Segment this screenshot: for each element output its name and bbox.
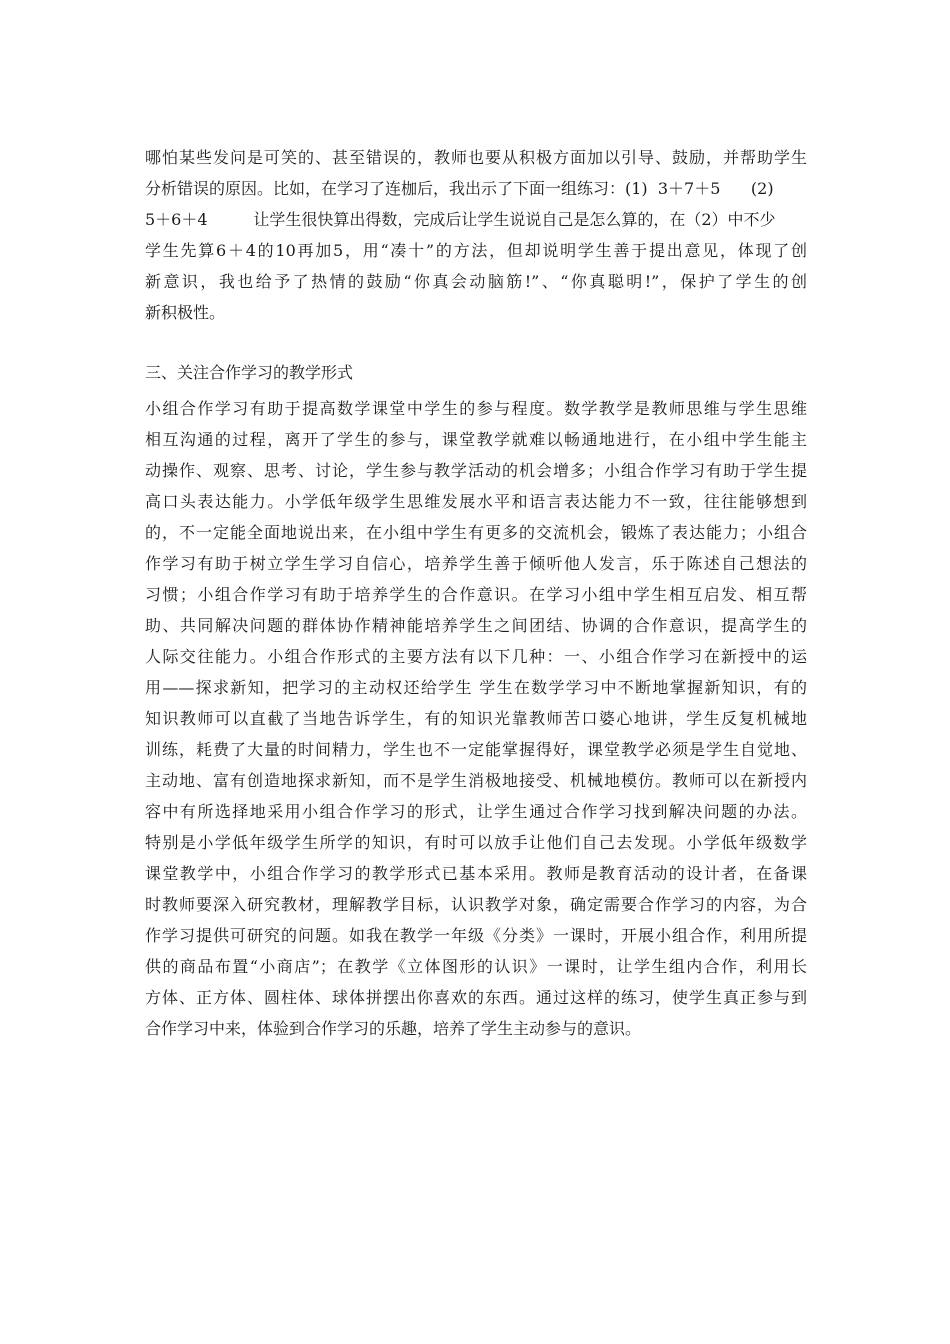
- text-line: 时教师要深入研究教材，理解教学目标，认识教学对象，确定需要合作学习的内容，为合: [145, 895, 807, 914]
- text-line: 助、共同解决问题的群体协作精神能培养学生之间团结、协调的合作意识，提高学生的: [145, 616, 807, 635]
- text-line: 小组合作学习有助于提高数学课堂中学生的参与程度。数学教学是教师思维与学生思维: [145, 399, 807, 418]
- text-line: 作学习提供可研究的问题。如我在教学一年级《分类》一课时，开展小组合作，利用所提: [145, 926, 807, 945]
- text-line: 供的商品布置“小商店”；在教学《立体图形的认识》一课时，让学生组内合作，利用长: [145, 957, 807, 976]
- section-heading-text: 三、关注合作学习的教学形式: [145, 363, 354, 382]
- paragraph-cooperative-learning: [145, 393, 807, 1044]
- text-line: 相互沟通的过程，离开了学生的参与，课堂教学就难以畅通地进行，在小组中学生能主: [145, 430, 807, 449]
- text-line: 习惯；小组合作学习有助于培养学生的合作意识。在学习小组中学生相互启发、相互帮: [145, 585, 807, 604]
- text-line: 知识教师可以直截了当地告诉学生，有的知识光靠教师苦口婆心地讲，学生反复机械地: [145, 709, 807, 728]
- text-line: 动操作、观察、思考、讨论，学生参与教学活动的机会增多；小组合作学习有助于学生提: [145, 461, 807, 480]
- text-line: 新积极性。: [145, 303, 226, 322]
- text-line: 训练，耗费了大量的时间精力，学生也不一定能掌握得好，课堂教学必须是学生自觉地、: [145, 740, 807, 759]
- paragraph-encouragement: [145, 142, 807, 328]
- text-line: 主动地、富有创造地探求新知，而不是学生消极地接受、机械地模仿。教师可以在新授内: [145, 771, 807, 790]
- text-line: 方体、正方体、圆柱体、球体拼摆出你喜欢的东西。通过这样的练习，使学生真正参与到: [145, 988, 807, 1007]
- text-line: 5＋6＋4 让学生很快算出得数，完成后让学生说说自己是怎么算的，在（2）中不少: [145, 210, 776, 229]
- text-line: 容中有所选择地采用小组合作学习的形式，让学生通过合作学习找到解决问题的办法。: [145, 802, 807, 821]
- text-line: 用——探求新知，把学习的主动权还给学生 学生在数学学习中不断地掌握新知识，有的: [145, 678, 807, 697]
- section-heading: [145, 357, 807, 388]
- text-line: 哪怕某些发问是可笑的、甚至错误的，教师也要从积极方面加以引导、鼓励，并帮助学生: [145, 148, 807, 167]
- text-line: 特别是小学低年级学生所学的知识，有时可以放手让他们自己去发现。小学低年级数学: [145, 833, 807, 852]
- text-line: 分析错误的原因。比如，在学习了连枷后，我出示了下面一组练习：(1) 3＋7＋5 (2): [145, 179, 774, 198]
- text-line: 作学习有助于树立学生学习自信心，培养学生善于倾听他人发言，乐于陈述自己想法的: [145, 554, 807, 573]
- text-line: 学生先算6＋4的10再加5，用“凑十”的方法，但却说明学生善于提出意见，体现了创: [145, 241, 807, 260]
- text-line: 新意识，我也给予了热情的鼓励“你真会动脑筋!”、“你真聪明!”，保护了学生的创: [145, 272, 807, 291]
- text-line: 的，不一定能全面地说出来，在小组中学生有更多的交流机会，锻炼了表达能力；小组合: [145, 523, 807, 542]
- text-line: 高口头表达能力。小学低年级学生思维发展水平和语言表达能力不一致，往往能够想到: [145, 492, 807, 511]
- text-line: 合作学习中来，体验到合作学习的乐趣，培养了学生主动参与的意识。: [145, 1019, 642, 1038]
- text-line: 人际交往能力。小组合作形式的主要方法有以下几种：一、小组合作学习在新授中的运: [145, 647, 807, 666]
- text-line: 课堂教学中，小组合作学习的教学形式已基本采用。教师是教育活动的设计者，在备课: [145, 864, 807, 883]
